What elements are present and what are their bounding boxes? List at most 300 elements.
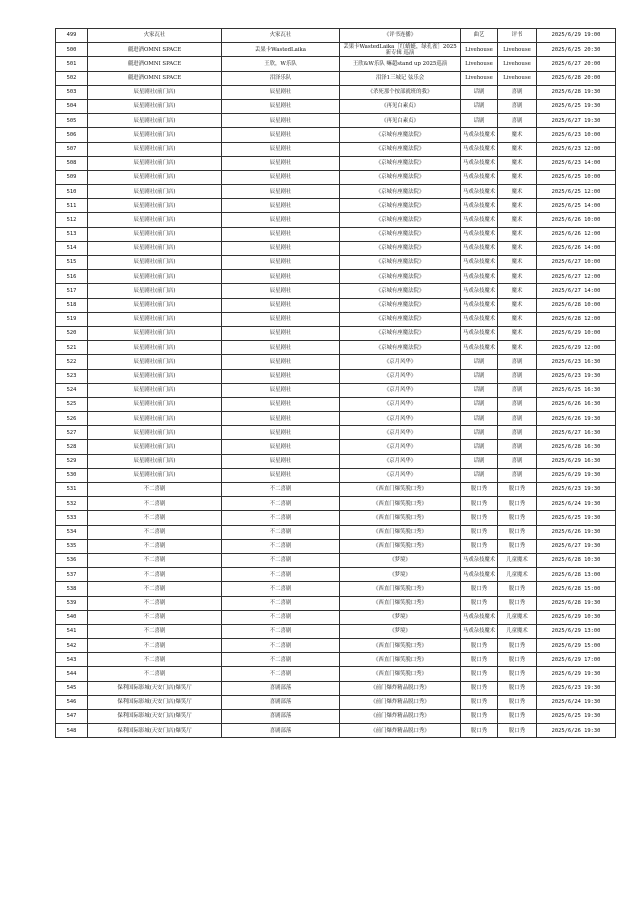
organizer-cell: 辰星剧社 <box>222 284 340 298</box>
datetime-cell: 2025/6/26 19:30 <box>537 724 616 738</box>
row-number: 533 <box>56 511 88 525</box>
category-cell: 马戏杂技魔术 <box>461 568 498 582</box>
row-number: 512 <box>56 213 88 227</box>
category-cell: 话剧 <box>461 369 498 383</box>
venue-cell: 辰星剧社(前门店) <box>88 99 222 113</box>
venue-cell: 不二喜剧 <box>88 667 222 681</box>
show-title-cell: 《杀死那个按部就班的我》 <box>340 85 461 99</box>
show-title-cell: 《西直门爆笑脱口秀》 <box>340 483 461 497</box>
category-cell: Livehouse <box>461 71 498 85</box>
datetime-cell: 2025/6/28 12:00 <box>537 312 616 326</box>
subcategory-cell: 喜剧 <box>498 355 537 369</box>
venue-cell: 辰星剧社(前门店) <box>88 468 222 482</box>
table-row <box>56 341 616 355</box>
organizer-cell: 火家瓦社 <box>222 29 340 43</box>
row-number: 511 <box>56 199 88 213</box>
datetime-cell: 2025/6/26 14:00 <box>537 241 616 255</box>
row-number: 514 <box>56 241 88 255</box>
category-cell: 马戏杂技魔术 <box>461 326 498 340</box>
organizer-cell: 辰星剧社 <box>222 199 340 213</box>
row-number: 501 <box>56 57 88 71</box>
category-cell: 脱口秀 <box>461 483 498 497</box>
datetime-cell: 2025/6/29 10:30 <box>537 610 616 624</box>
category-cell: 马戏杂技魔术 <box>461 241 498 255</box>
category-cell: 脱口秀 <box>461 525 498 539</box>
venue-cell: 辰星剧社(前门店) <box>88 355 222 369</box>
subcategory-cell: Livehouse <box>498 57 537 71</box>
venue-cell: 保利国际影城(天安门店)爆笑厅 <box>88 695 222 709</box>
show-title-cell: 《京城有座魔法院》 <box>340 170 461 184</box>
show-title-cell: 《京月风华》 <box>340 468 461 482</box>
show-title-cell: 丢果卡WastedLaika［红蜻蜓，绿孔雀］2025新专辑 巡演 <box>340 43 461 57</box>
show-title-cell: 《京城有座魔法院》 <box>340 284 461 298</box>
datetime-cell: 2025/6/27 10:00 <box>537 256 616 270</box>
organizer-cell: 辰星剧社 <box>222 213 340 227</box>
row-number: 540 <box>56 610 88 624</box>
table-row <box>56 298 616 312</box>
organizer-cell: 辰星剧社 <box>222 227 340 241</box>
row-number: 515 <box>56 256 88 270</box>
subcategory-cell: 魔术 <box>498 270 537 284</box>
category-cell: 话剧 <box>461 383 498 397</box>
show-title-cell: 《再见白素贞》 <box>340 99 461 113</box>
row-number: 529 <box>56 454 88 468</box>
organizer-cell: 辰星剧社 <box>222 341 340 355</box>
organizer-cell: 辰星剧社 <box>222 256 340 270</box>
organizer-cell: 辰星剧社 <box>222 156 340 170</box>
venue-cell: 辰星剧社(前门店) <box>88 156 222 170</box>
row-number: 518 <box>56 298 88 312</box>
category-cell: 脱口秀 <box>461 681 498 695</box>
row-number: 543 <box>56 653 88 667</box>
table-row <box>56 610 616 624</box>
datetime-cell: 2025/6/25 12:00 <box>537 185 616 199</box>
row-number: 507 <box>56 142 88 156</box>
row-number: 531 <box>56 483 88 497</box>
organizer-cell: 喜剧部落 <box>222 695 340 709</box>
table-row <box>56 412 616 426</box>
venue-cell: 辰星剧社(前门店) <box>88 241 222 255</box>
show-title-cell: 《京月风华》 <box>340 397 461 411</box>
subcategory-cell: 魔术 <box>498 341 537 355</box>
row-number: 508 <box>56 156 88 170</box>
datetime-cell: 2025/6/29 19:30 <box>537 468 616 482</box>
venue-cell: 辰星剧社(前门店) <box>88 128 222 142</box>
venue-cell: 辰星剧社(前门店) <box>88 298 222 312</box>
organizer-cell: 辰星剧社 <box>222 142 340 156</box>
organizer-cell: 喜剧部落 <box>222 681 340 695</box>
organizer-cell: 王欣，W乐队 <box>222 57 340 71</box>
category-cell: 话剧 <box>461 454 498 468</box>
subcategory-cell: 魔术 <box>498 241 537 255</box>
show-title-cell: 《京月风华》 <box>340 454 461 468</box>
organizer-cell: 辰星剧社 <box>222 99 340 113</box>
subcategory-cell: 儿童魔术 <box>498 553 537 567</box>
organizer-cell: 不二喜剧 <box>222 639 340 653</box>
category-cell: 马戏杂技魔术 <box>461 185 498 199</box>
venue-cell: 不二喜剧 <box>88 511 222 525</box>
subcategory-cell: 脱口秀 <box>498 681 537 695</box>
organizer-cell: 辰星剧社 <box>222 270 340 284</box>
show-title-cell: 《前门爆炸精品脱口秀》 <box>340 695 461 709</box>
category-cell: 脱口秀 <box>461 596 498 610</box>
datetime-cell: 2025/6/29 10:00 <box>537 326 616 340</box>
organizer-cell: 喜剧部落 <box>222 710 340 724</box>
venue-cell: 不二喜剧 <box>88 483 222 497</box>
row-number: 534 <box>56 525 88 539</box>
datetime-cell: 2025/6/27 19:30 <box>537 539 616 553</box>
show-title-cell: 《前门爆炸精品脱口秀》 <box>340 724 461 738</box>
datetime-cell: 2025/6/27 12:00 <box>537 270 616 284</box>
venue-cell: 辰星剧社(前门店) <box>88 440 222 454</box>
show-title-cell: 《京城有座魔法院》 <box>340 199 461 213</box>
show-title-cell: 《京城有座魔法院》 <box>340 312 461 326</box>
organizer-cell: 不二喜剧 <box>222 511 340 525</box>
show-title-cell: 《京月风华》 <box>340 355 461 369</box>
subcategory-cell: 魔术 <box>498 284 537 298</box>
subcategory-cell: Livehouse <box>498 71 537 85</box>
category-cell: 曲艺 <box>461 29 498 43</box>
datetime-cell: 2025/6/24 19:30 <box>537 695 616 709</box>
table-row <box>56 483 616 497</box>
row-number: 525 <box>56 397 88 411</box>
venue-cell: 辰星剧社(前门店) <box>88 227 222 241</box>
table-row <box>56 383 616 397</box>
organizer-cell: 辰星剧社 <box>222 440 340 454</box>
venue-cell: 不二喜剧 <box>88 610 222 624</box>
organizer-cell: 辰星剧社 <box>222 114 340 128</box>
subcategory-cell: 脱口秀 <box>498 724 537 738</box>
organizer-cell: 不二喜剧 <box>222 497 340 511</box>
show-title-cell: 《京月风华》 <box>340 426 461 440</box>
show-title-cell: 《西直门爆笑脱口秀》 <box>340 667 461 681</box>
table-row <box>56 57 616 71</box>
row-number: 500 <box>56 43 88 57</box>
row-number: 545 <box>56 681 88 695</box>
venue-cell: 不二喜剧 <box>88 553 222 567</box>
organizer-cell: 辰星剧社 <box>222 397 340 411</box>
venue-cell: 辰星剧社(前门店) <box>88 142 222 156</box>
row-number: 519 <box>56 312 88 326</box>
datetime-cell: 2025/6/28 10:00 <box>537 298 616 312</box>
table-row <box>56 284 616 298</box>
show-title-cell: 《京城有座魔法院》 <box>340 128 461 142</box>
subcategory-cell: 喜剧 <box>498 468 537 482</box>
venue-cell: 疆进酒OMNI SPACE <box>88 43 222 57</box>
subcategory-cell: 脱口秀 <box>498 710 537 724</box>
organizer-cell: 不二喜剧 <box>222 582 340 596</box>
datetime-cell: 2025/6/29 13:00 <box>537 624 616 638</box>
category-cell: 脱口秀 <box>461 582 498 596</box>
organizer-cell: 丢果卡WastedLaika <box>222 43 340 57</box>
organizer-cell: 辰星剧社 <box>222 185 340 199</box>
table-row <box>56 355 616 369</box>
subcategory-cell: 喜剧 <box>498 426 537 440</box>
subcategory-cell: 喜剧 <box>498 412 537 426</box>
subcategory-cell: 魔术 <box>498 128 537 142</box>
row-number: 517 <box>56 284 88 298</box>
subcategory-cell: 脱口秀 <box>498 483 537 497</box>
subcategory-cell: 喜剧 <box>498 369 537 383</box>
datetime-cell: 2025/6/28 19:30 <box>537 596 616 610</box>
venue-cell: 辰星剧社(前门店) <box>88 270 222 284</box>
subcategory-cell: 魔术 <box>498 199 537 213</box>
venue-cell: 不二喜剧 <box>88 525 222 539</box>
table-row <box>56 639 616 653</box>
venue-cell: 不二喜剧 <box>88 624 222 638</box>
show-title-cell: 《梦境》 <box>340 610 461 624</box>
show-title-cell: 《京城有座魔法院》 <box>340 156 461 170</box>
row-number: 523 <box>56 369 88 383</box>
category-cell: 马戏杂技魔术 <box>461 553 498 567</box>
venue-cell: 保利国际影城(天安门店)爆笑厅 <box>88 681 222 695</box>
organizer-cell: 辰星剧社 <box>222 241 340 255</box>
subcategory-cell: 魔术 <box>498 298 537 312</box>
show-title-cell: 《西直门爆笑脱口秀》 <box>340 525 461 539</box>
show-title-cell: 《京月风华》 <box>340 440 461 454</box>
venue-cell: 不二喜剧 <box>88 539 222 553</box>
row-number: 504 <box>56 99 88 113</box>
row-number: 509 <box>56 170 88 184</box>
table-row <box>56 369 616 383</box>
category-cell: 马戏杂技魔术 <box>461 312 498 326</box>
venue-cell: 辰星剧社(前门店) <box>88 185 222 199</box>
row-number: 538 <box>56 582 88 596</box>
organizer-cell: 辰星剧社 <box>222 170 340 184</box>
subcategory-cell: 魔术 <box>498 227 537 241</box>
subcategory-cell: 脱口秀 <box>498 639 537 653</box>
show-title-cell: 泪泽1三城记 弦乐会 <box>340 71 461 85</box>
show-title-cell: 《梦境》 <box>340 553 461 567</box>
datetime-cell: 2025/6/28 20:00 <box>537 71 616 85</box>
schedule-table <box>55 28 616 738</box>
table-row <box>56 624 616 638</box>
category-cell: 马戏杂技魔术 <box>461 284 498 298</box>
subcategory-cell: 脱口秀 <box>498 539 537 553</box>
subcategory-cell: 喜剧 <box>498 114 537 128</box>
table-row <box>56 99 616 113</box>
show-title-cell: 《京城有座魔法院》 <box>340 213 461 227</box>
subcategory-cell: 魔术 <box>498 170 537 184</box>
category-cell: 脱口秀 <box>461 710 498 724</box>
category-cell: 话剧 <box>461 99 498 113</box>
datetime-cell: 2025/6/27 19:30 <box>537 114 616 128</box>
venue-cell: 辰星剧社(前门店) <box>88 341 222 355</box>
category-cell: 马戏杂技魔术 <box>461 270 498 284</box>
category-cell: 马戏杂技魔术 <box>461 610 498 624</box>
show-title-cell: 《梦境》 <box>340 568 461 582</box>
category-cell: 马戏杂技魔术 <box>461 199 498 213</box>
table-row <box>56 185 616 199</box>
table-row <box>56 468 616 482</box>
table-row <box>56 397 616 411</box>
show-title-cell: 《京城有座魔法院》 <box>340 341 461 355</box>
row-number: 530 <box>56 468 88 482</box>
datetime-cell: 2025/6/23 10:00 <box>537 128 616 142</box>
subcategory-cell: 魔术 <box>498 326 537 340</box>
row-number: 506 <box>56 128 88 142</box>
table-row <box>56 525 616 539</box>
datetime-cell: 2025/6/25 20:30 <box>537 43 616 57</box>
table-row <box>56 568 616 582</box>
datetime-cell: 2025/6/26 16:30 <box>537 397 616 411</box>
row-number: 532 <box>56 497 88 511</box>
table-row <box>56 426 616 440</box>
datetime-cell: 2025/6/29 16:30 <box>537 454 616 468</box>
schedule-table-body <box>56 29 616 738</box>
row-number: 516 <box>56 270 88 284</box>
table-row <box>56 539 616 553</box>
row-number: 522 <box>56 355 88 369</box>
category-cell: 话剧 <box>461 426 498 440</box>
row-number: 526 <box>56 412 88 426</box>
organizer-cell: 不二喜剧 <box>222 539 340 553</box>
organizer-cell: 辰星剧社 <box>222 298 340 312</box>
datetime-cell: 2025/6/29 17:00 <box>537 653 616 667</box>
subcategory-cell: 魔术 <box>498 142 537 156</box>
row-number: 539 <box>56 596 88 610</box>
category-cell: 话剧 <box>461 397 498 411</box>
show-title-cell: 《西直门爆笑脱口秀》 <box>340 639 461 653</box>
category-cell: 马戏杂技魔术 <box>461 256 498 270</box>
venue-cell: 不二喜剧 <box>88 639 222 653</box>
organizer-cell: 辰星剧社 <box>222 454 340 468</box>
organizer-cell: 不二喜剧 <box>222 624 340 638</box>
category-cell: 马戏杂技魔术 <box>461 128 498 142</box>
venue-cell: 辰星剧社(前门店) <box>88 199 222 213</box>
show-title-cell: 《京城有座魔法院》 <box>340 185 461 199</box>
subcategory-cell: 喜剧 <box>498 440 537 454</box>
subcategory-cell: 儿童魔术 <box>498 624 537 638</box>
datetime-cell: 2025/6/23 19:30 <box>537 369 616 383</box>
table-row <box>56 199 616 213</box>
show-title-cell: 《西直门爆笑脱口秀》 <box>340 511 461 525</box>
organizer-cell: 辰星剧社 <box>222 369 340 383</box>
show-title-cell: 《评书连播》 <box>340 29 461 43</box>
organizer-cell: 不二喜剧 <box>222 653 340 667</box>
subcategory-cell: 脱口秀 <box>498 582 537 596</box>
table-row <box>56 43 616 57</box>
datetime-cell: 2025/6/23 16:30 <box>537 355 616 369</box>
venue-cell: 不二喜剧 <box>88 653 222 667</box>
subcategory-cell: Livehouse <box>498 43 537 57</box>
category-cell: 脱口秀 <box>461 539 498 553</box>
datetime-cell: 2025/6/23 19:30 <box>537 483 616 497</box>
datetime-cell: 2025/6/29 15:00 <box>537 639 616 653</box>
show-title-cell: 《西直门爆笑脱口秀》 <box>340 596 461 610</box>
row-number: 503 <box>56 85 88 99</box>
organizer-cell: 辰星剧社 <box>222 128 340 142</box>
organizer-cell: 泪泽乐队 <box>222 71 340 85</box>
row-number: 537 <box>56 568 88 582</box>
row-number: 513 <box>56 227 88 241</box>
category-cell: Livehouse <box>461 57 498 71</box>
show-title-cell: 《梦境》 <box>340 624 461 638</box>
subcategory-cell: 脱口秀 <box>498 497 537 511</box>
venue-cell: 辰星剧社(前门店) <box>88 369 222 383</box>
venue-cell: 辰星剧社(前门店) <box>88 454 222 468</box>
table-row <box>56 114 616 128</box>
subcategory-cell: 魔术 <box>498 185 537 199</box>
show-title-cell: 《西直门爆笑脱口秀》 <box>340 497 461 511</box>
venue-cell: 疆进酒OMNI SPACE <box>88 57 222 71</box>
table-row <box>56 227 616 241</box>
show-title-cell: 王欣&W乐队 嘛超stand up 2025巡演 <box>340 57 461 71</box>
category-cell: 脱口秀 <box>461 497 498 511</box>
datetime-cell: 2025/6/25 19:30 <box>537 710 616 724</box>
datetime-cell: 2025/6/29 19:00 <box>537 29 616 43</box>
row-number: 524 <box>56 383 88 397</box>
venue-cell: 不二喜剧 <box>88 568 222 582</box>
subcategory-cell: 儿童魔术 <box>498 610 537 624</box>
organizer-cell: 不二喜剧 <box>222 667 340 681</box>
subcategory-cell: 魔术 <box>498 213 537 227</box>
organizer-cell: 不二喜剧 <box>222 553 340 567</box>
table-row <box>56 256 616 270</box>
show-title-cell: 《京城有座魔法院》 <box>340 298 461 312</box>
category-cell: 马戏杂技魔术 <box>461 213 498 227</box>
venue-cell: 不二喜剧 <box>88 497 222 511</box>
organizer-cell: 辰星剧社 <box>222 85 340 99</box>
category-cell: 马戏杂技魔术 <box>461 142 498 156</box>
table-row <box>56 582 616 596</box>
category-cell: 马戏杂技魔术 <box>461 227 498 241</box>
venue-cell: 辰星剧社(前门店) <box>88 284 222 298</box>
datetime-cell: 2025/6/23 19:30 <box>537 681 616 695</box>
category-cell: 脱口秀 <box>461 667 498 681</box>
category-cell: 话剧 <box>461 468 498 482</box>
category-cell: 马戏杂技魔术 <box>461 624 498 638</box>
category-cell: 马戏杂技魔术 <box>461 170 498 184</box>
category-cell: 脱口秀 <box>461 695 498 709</box>
subcategory-cell: 脱口秀 <box>498 667 537 681</box>
category-cell: 脱口秀 <box>461 511 498 525</box>
subcategory-cell: 儿童魔术 <box>498 568 537 582</box>
table-row <box>56 454 616 468</box>
subcategory-cell: 喜剧 <box>498 99 537 113</box>
venue-cell: 辰星剧社(前门店) <box>88 397 222 411</box>
datetime-cell: 2025/6/25 19:30 <box>537 99 616 113</box>
datetime-cell: 2025/6/26 19:30 <box>537 525 616 539</box>
table-row <box>56 142 616 156</box>
row-number: 546 <box>56 695 88 709</box>
venue-cell: 辰星剧社(前门店) <box>88 85 222 99</box>
table-row <box>56 440 616 454</box>
datetime-cell: 2025/6/25 14:00 <box>537 199 616 213</box>
organizer-cell: 不二喜剧 <box>222 568 340 582</box>
datetime-cell: 2025/6/27 14:00 <box>537 284 616 298</box>
table-row <box>56 653 616 667</box>
table-row <box>56 71 616 85</box>
subcategory-cell: 脱口秀 <box>498 525 537 539</box>
row-number: 548 <box>56 724 88 738</box>
category-cell: 马戏杂技魔术 <box>461 341 498 355</box>
subcategory-cell: 脱口秀 <box>498 653 537 667</box>
row-number: 536 <box>56 553 88 567</box>
table-row <box>56 85 616 99</box>
venue-cell: 辰星剧社(前门店) <box>88 312 222 326</box>
category-cell: 马戏杂技魔术 <box>461 298 498 312</box>
datetime-cell: 2025/6/26 10:00 <box>537 213 616 227</box>
table-row <box>56 312 616 326</box>
subcategory-cell: 喜剧 <box>498 383 537 397</box>
datetime-cell: 2025/6/26 12:00 <box>537 227 616 241</box>
subcategory-cell: 喜剧 <box>498 85 537 99</box>
table-row <box>56 213 616 227</box>
venue-cell: 疆进酒OMNI SPACE <box>88 71 222 85</box>
table-row <box>56 710 616 724</box>
show-title-cell: 《前门爆炸精品脱口秀》 <box>340 710 461 724</box>
